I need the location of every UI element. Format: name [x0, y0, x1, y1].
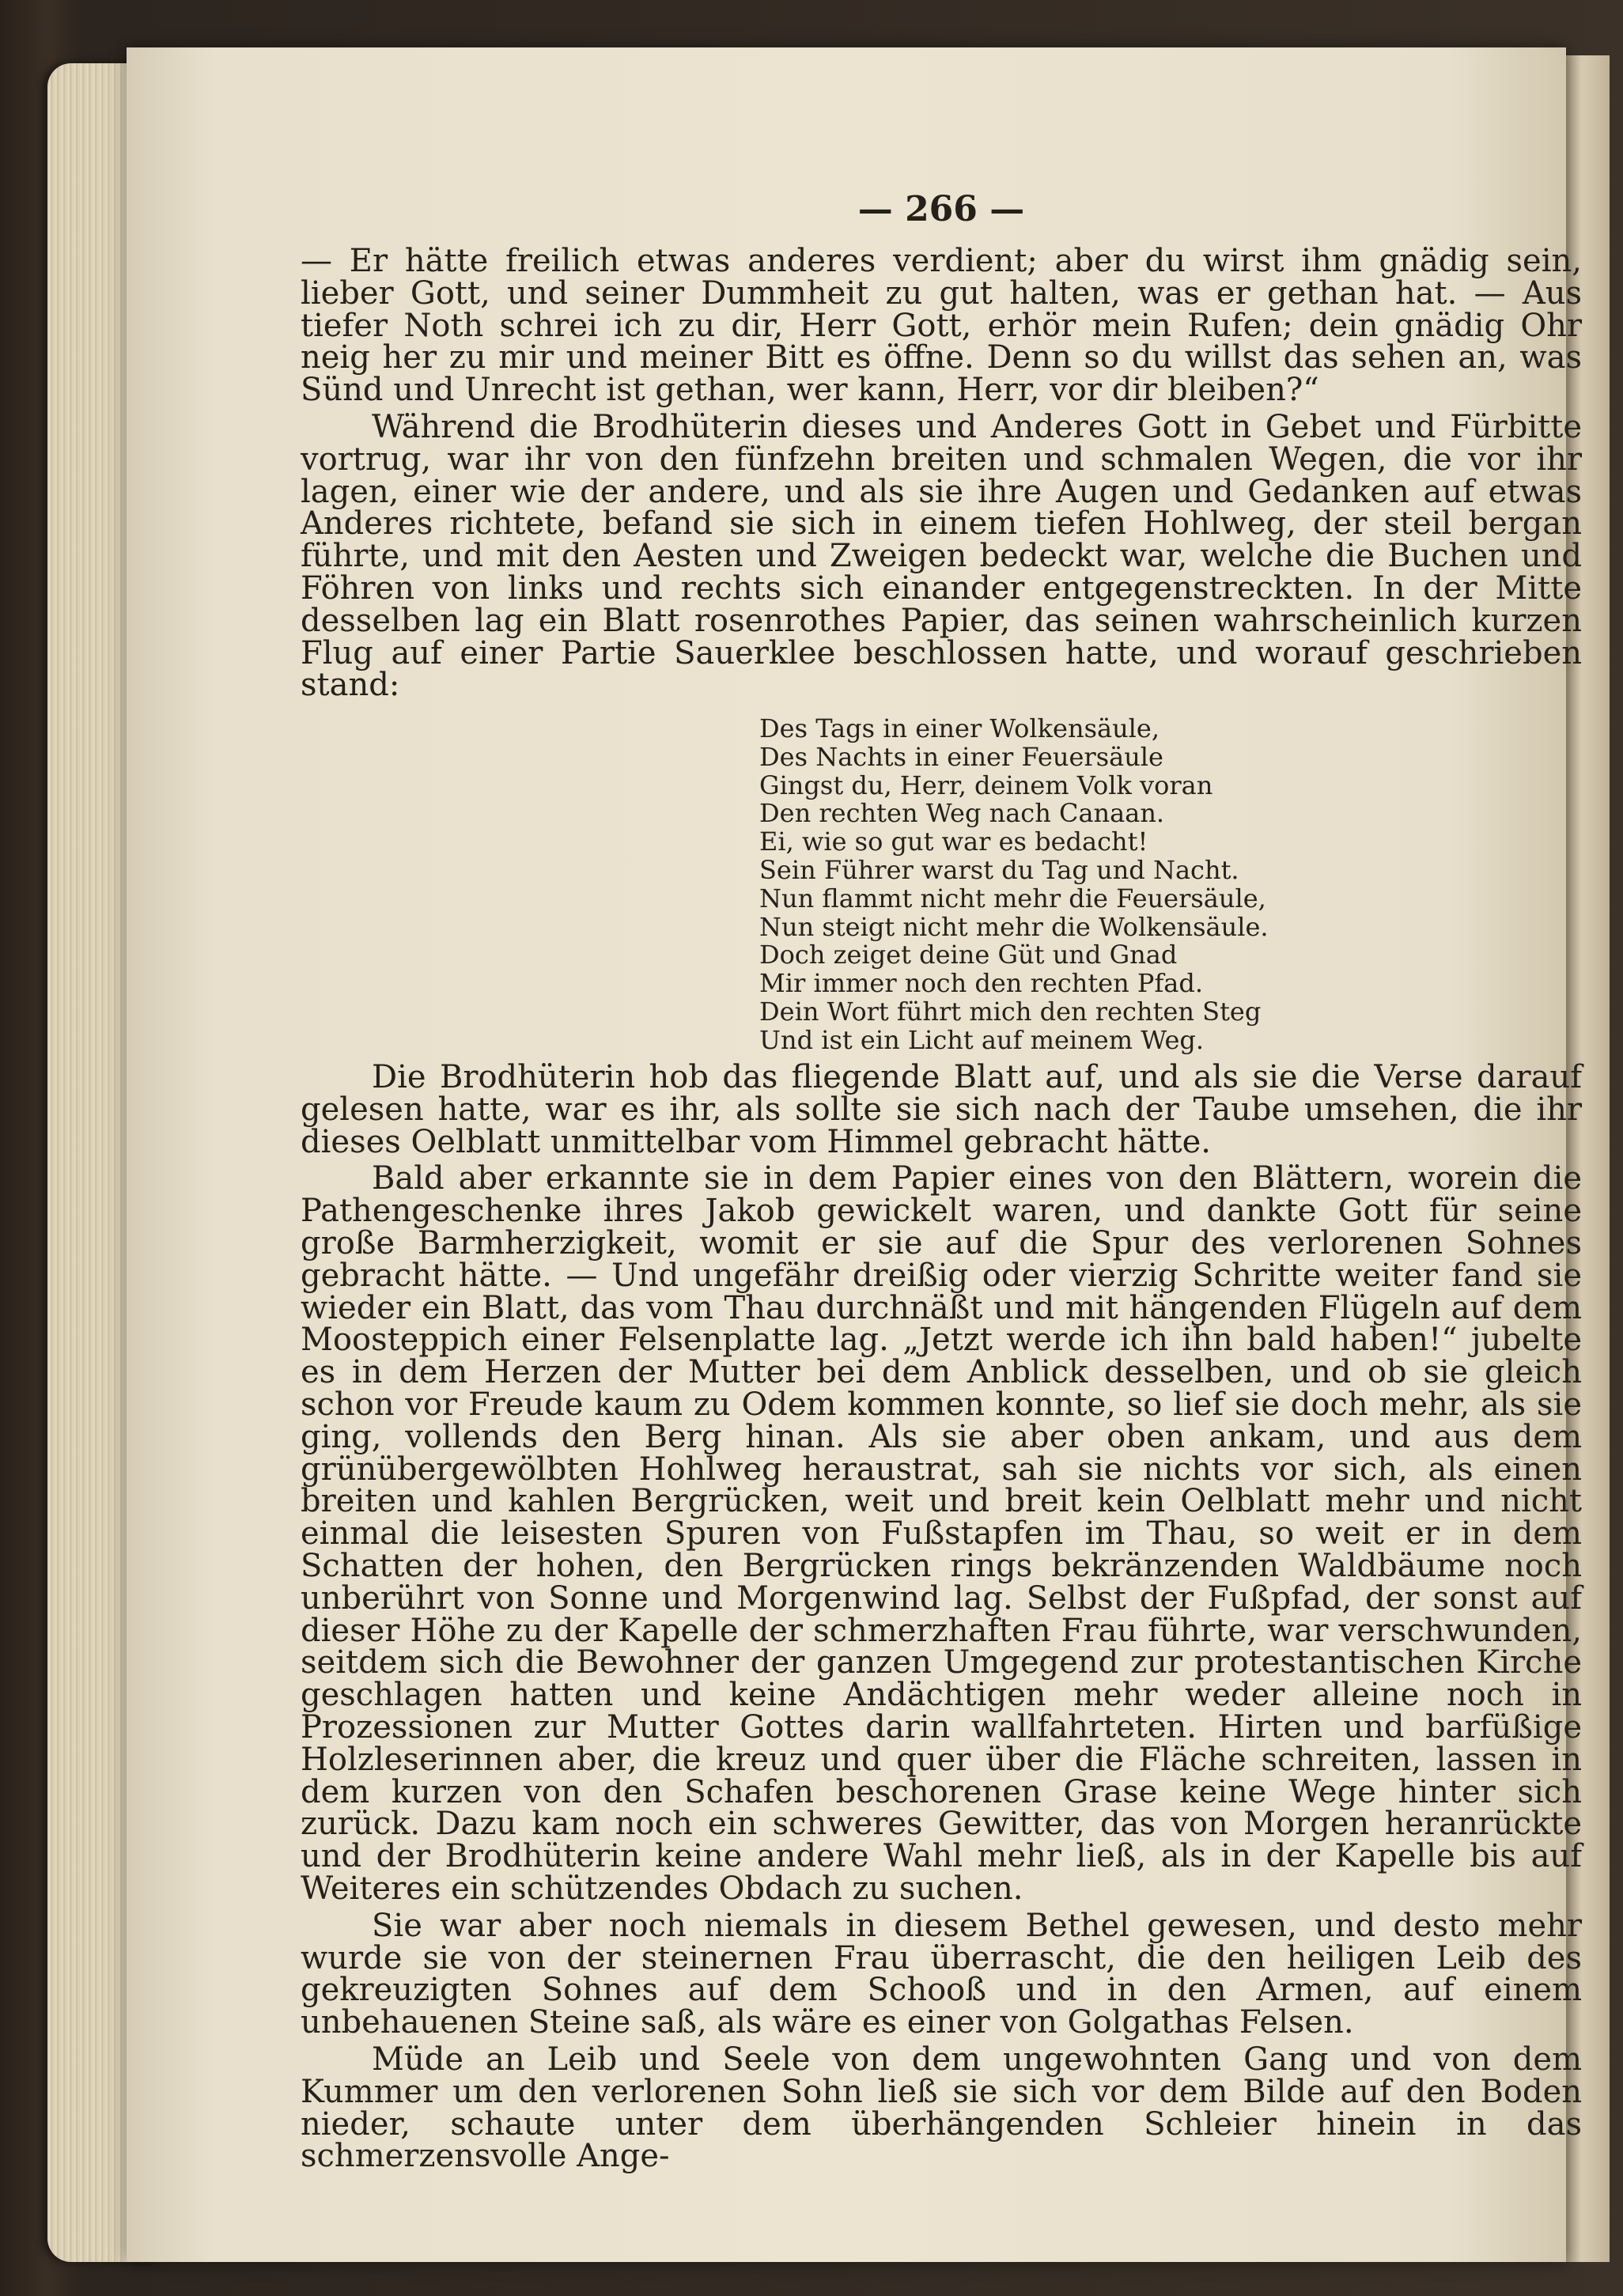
- poem-line: Nun flammt nicht mehr die Feuersäule,: [759, 883, 1266, 913]
- intro-block: [301, 245, 1582, 706]
- paragraph-4: Bald aber erkannte sie in dem Papier eines von den Blättern, worein die Pathengeschenke ihres Jakob gewickelt waren, und dankte Gott für seine große Barmherzigkeit, womit er sie auf die Spur des verlorenen Sohnes gebracht hätte. — Und ungefähr dreißig oder vierzig Schritte weiter fand sie wieder ein Blatt, das vom Thau durchnäßt und mit hängenden Flügeln auf dem Moosteppich einer Felsenplatte lag. „Jetzt werde ich ihn bald haben!“ jubelte es in dem Herzen der Mutter bei dem Anblick desselben, und ob sie gleich schon vor Freude kaum zu Odem kommen konnte, so lief sie doch mehr, als sie ging, vollends den Berg hinan. Als sie aber oben ankam, und aus dem grünübergewölbten Hohlweg heraustrat, sah sie nichts vor sich, als einen breiten und kahlen Bergrücken, weit und breit kein Oelblatt mehr und nicht einmal die leisesten Spuren von Fußstapfen im Thau, so weit er in dem Schatten der hohen, den Bergrücken rings bekränzenden Waldbäume noch unberührt von Sonne und Morgenwind lag. Selbst der Fußpfad, der sonst auf dieser Höhe zu der Kapelle der schmerzhaften Frau führte, war verschwunden, seitdem sich die Bewohner der ganzen Umgegend zur protestantischen Kirche geschlagen hatten und keine Andächtigen mehr weder alleine noch in Prozessionen zur Mutter Gottes darin wallfahrteten. Hirten und barfüßige Holzleserinnen aber, die kreuz und quer über die Fläche schreiten, lassen in dem kurzen von den Schafen beschorenen Grase keine Wege hinter sich zurück. Dazu kam noch ein schweres Gewitter, das von Morgen heranrückte und der Brodhüterin keine andere Wahl mehr ließ, als in der Kapelle bis auf Weiteres ein schützendes Obdach zu suchen.: [301, 1160, 1582, 1907]
- poem-line: Nun steigt nicht mehr die Wolkensäule.: [759, 911, 1269, 942]
- page-number: — 266 —: [857, 189, 1025, 229]
- poem-line: Sein Führer warst du Tag und Nacht.: [759, 854, 1239, 885]
- poem-line: Doch zeiget deine Güt und Gnad: [759, 940, 1178, 970]
- poem-line: Den rechten Weg nach Canaan.: [759, 798, 1165, 829]
- poem: [759, 715, 1392, 1055]
- poem-line: Des Tags in einer Wolkensäule,: [759, 713, 1160, 743]
- poem-line: Ei, wie so gut war es bedacht!: [759, 826, 1148, 857]
- paragraph-3: Die Brodhüterin hob das fliegende Blatt auf, und als sie die Verse darauf gelesen hatte, war es ihr, als sollte sie sich nach der Taube umsehen, die ihr dieses Oelblatt unmittelbar vom Himmel gebracht hätte.: [301, 1059, 1582, 1160]
- book-page: [127, 47, 1582, 2262]
- paragraph-5: Sie war aber noch niemals in diesem Bethel gewesen, und desto mehr wurde sie von der steinernen Frau überrascht, die den heiligen Leib des gekreuzigten Sohnes auf dem Schooß und in den Armen, auf einem unbehauenen Steine saß, als wäre es einer von Golgathas Felsen.: [301, 1907, 1582, 2041]
- poem-line: Mir immer noch den rechten Pfad.: [759, 968, 1204, 999]
- main-block: [301, 1061, 1582, 2177]
- poem-line: Des Nachts in einer Feuersäule: [759, 741, 1163, 772]
- poem-line: Dein Wort führt mich den rechten Steg: [759, 996, 1262, 1027]
- paragraph-2: Während die Brodhüterin dieses und Anderes Gott in Gebet und Fürbitte vortrug, war ihr von den fünfzehn breiten und schmalen Wegen, die vor ihr lagen, einer wie der andere, und als sie ihre Augen und Gedanken auf etwas Anderes richtete, befand sie sich in einem tiefen Hohlweg, der steil bergan führte, und mit den Aesten und Zweigen bedeckt war, welche die Buchen und Föhren von links und rechts sich einander entgegenstreckten. In der Mitte desselben lag ein Blatt rosenrothes Papier, das seinen wahrscheinlich kurzen Flug auf einer Partie Sauerklee beschlossen hatte, und worauf geschrieben stand:: [301, 408, 1582, 704]
- paragraph-1: — Er hätte freilich etwas anderes verdient; aber du wirst ihm gnädig sein, lieber Gott, und seiner Dummheit zu gut halten, was er gethan hat. — Aus tiefer Noth schrei ich zu dir, Herr Gott, erhör mein Rufen; dein gnädig Ohr neig her zu mir und meiner Bitt es öffne. Denn so du willst das sehen an, was Sünd und Unrecht ist gethan, wer kann, Herr, vor dir bleiben?“: [301, 243, 1582, 409]
- poem-line: Und ist ein Licht auf meinem Weg.: [759, 1024, 1205, 1055]
- poem-line: Gingst du, Herr, deinem Volk voran: [759, 770, 1213, 800]
- paragraph-6: Müde an Leib und Seele von dem ungewohnten Gang und von dem Kummer um den verlorenen Sohn ließ sie sich vor dem Bilde auf den Boden nieder, schaute unter dem überhängenden Schleier hinein in das schmerzensvolle Ange-: [301, 2041, 1582, 2175]
